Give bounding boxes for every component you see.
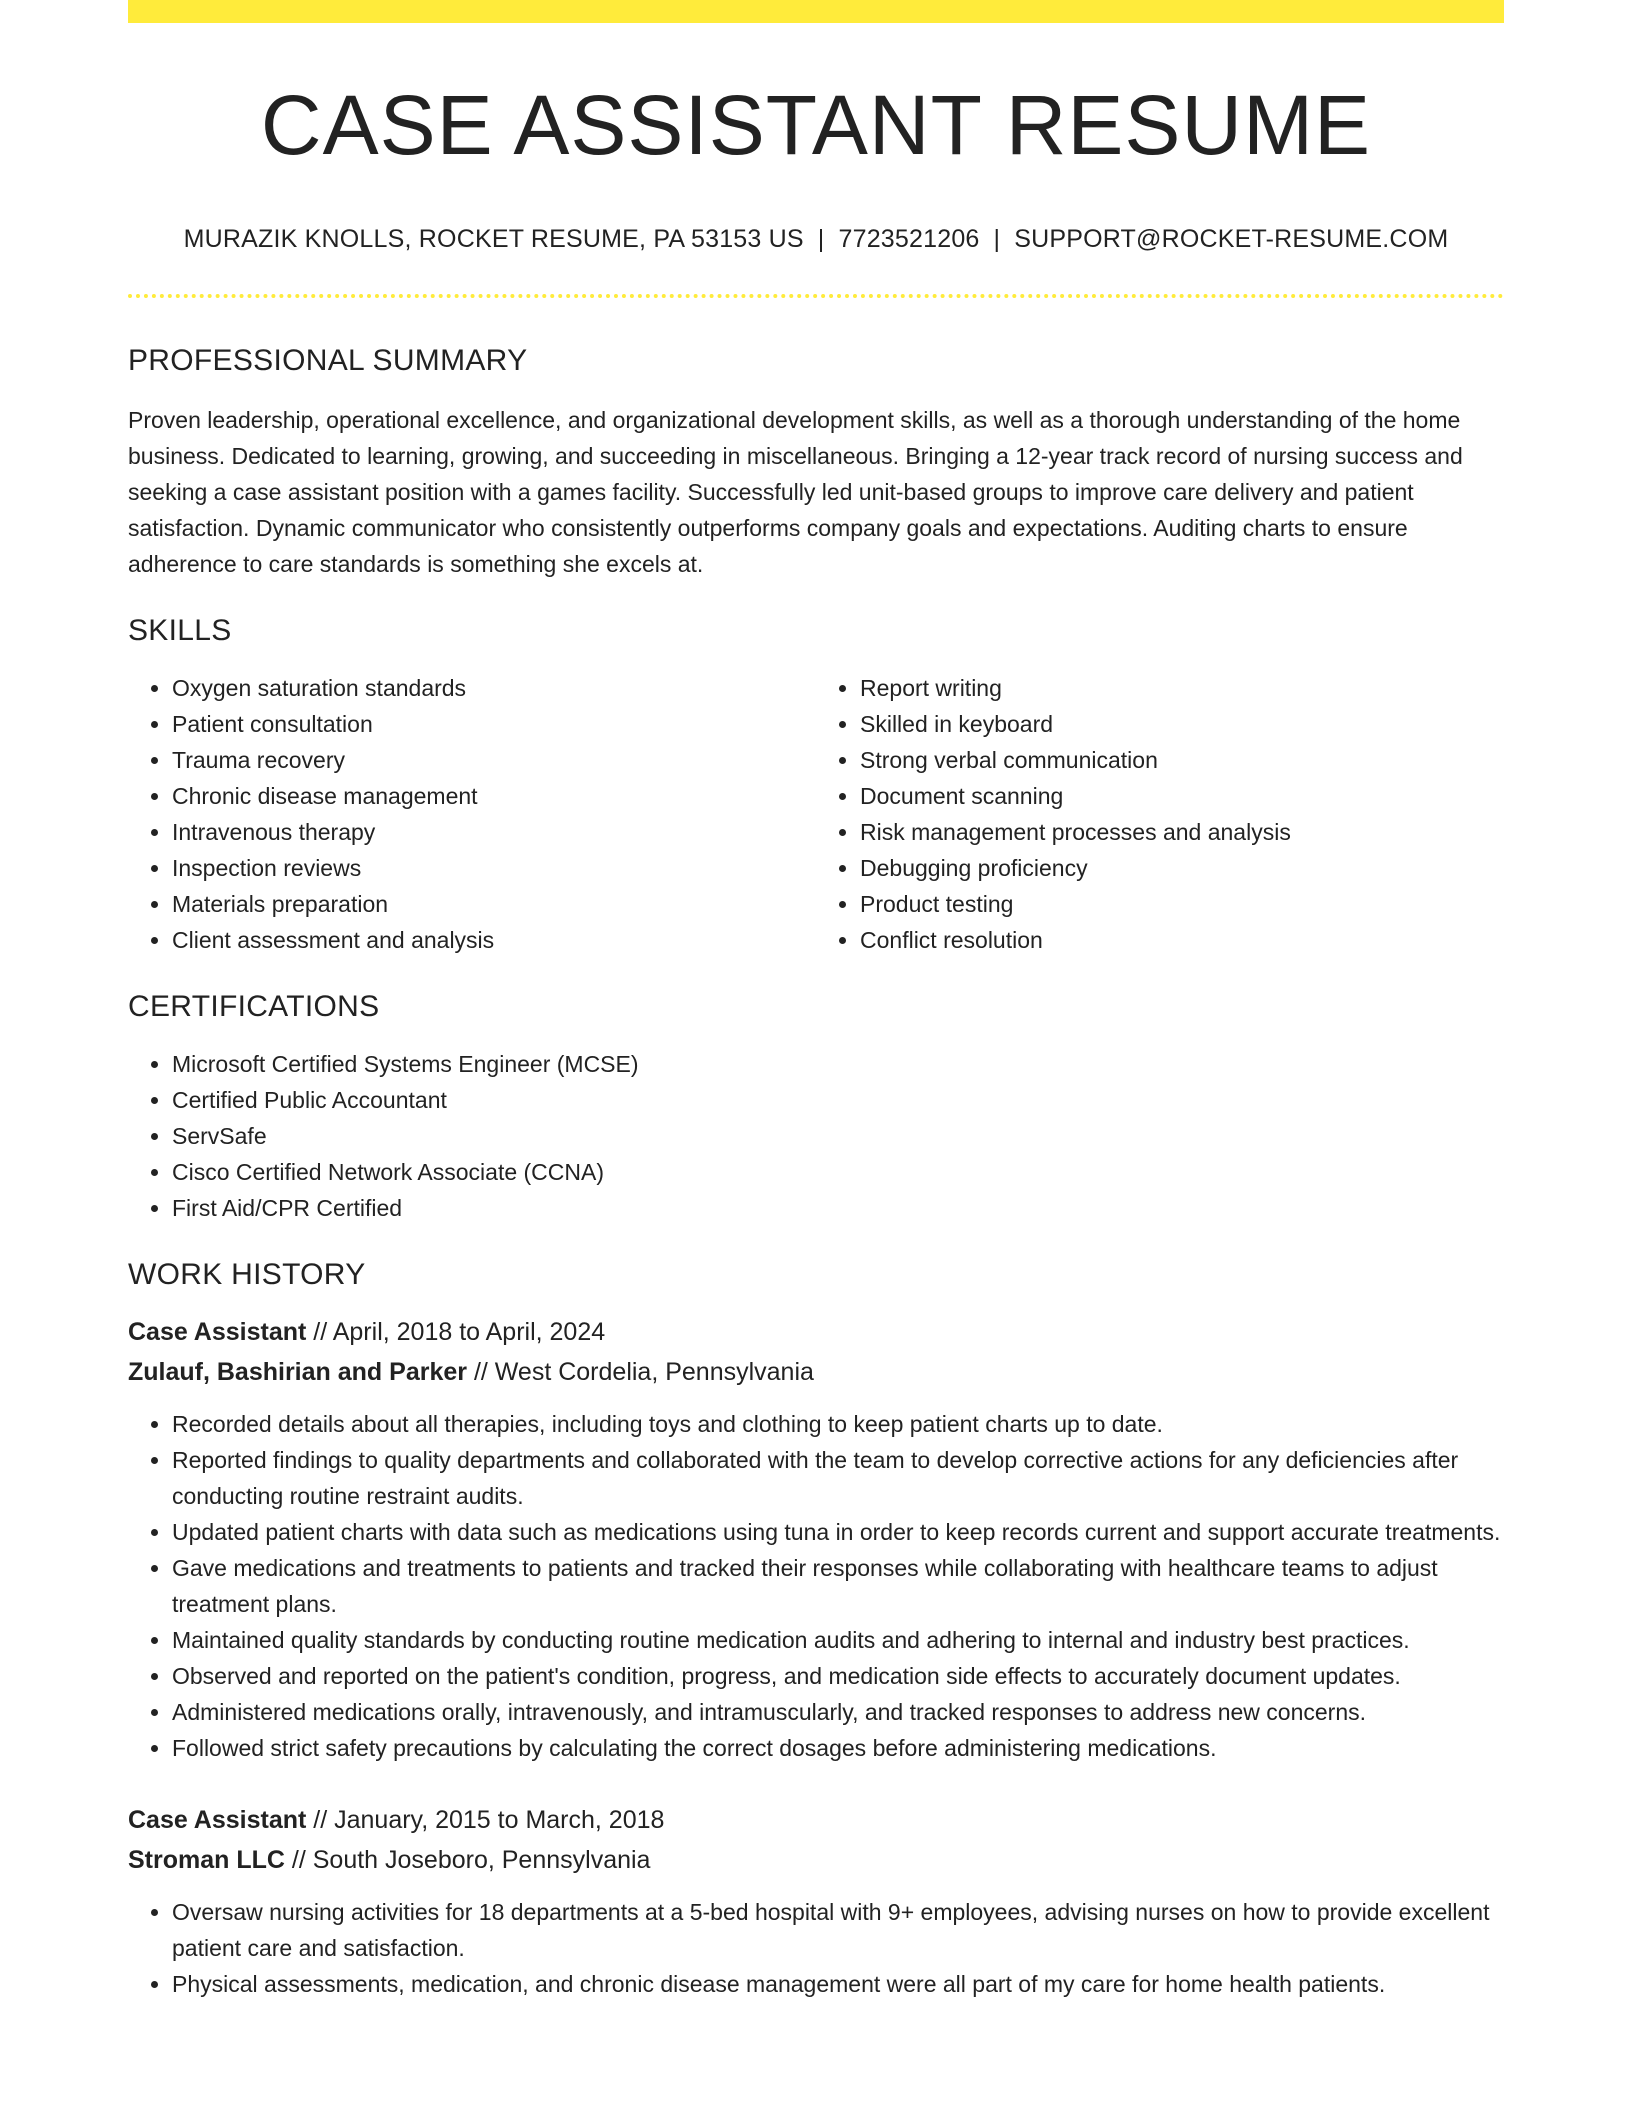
- job-title: Case Assistant: [128, 1318, 307, 1346]
- skills-list-left: [128, 670, 816, 958]
- contact-phone: 7723521206: [838, 225, 980, 253]
- skill-item: • Conflict resolution: [860, 922, 1504, 958]
- job-company-line: [128, 1352, 1504, 1392]
- certification-item: • Microsoft Certified Systems Engineer (MCSE): [172, 1046, 1504, 1082]
- job-location: // West Cordelia, Pennsylvania: [467, 1358, 814, 1386]
- job-title: Case Assistant: [128, 1806, 307, 1834]
- skill-item: • Intravenous therapy: [172, 814, 816, 850]
- skill-item: • Strong verbal communication: [860, 742, 1504, 778]
- dotted-divider: [128, 294, 1504, 298]
- job-dates: // April, 2018 to April, 2024: [306, 1318, 606, 1346]
- job-dates: // January, 2015 to March, 2018: [306, 1806, 665, 1834]
- job-company: Stroman LLC: [128, 1846, 285, 1874]
- skill-item: • Debugging proficiency: [860, 850, 1504, 886]
- job-entry: [128, 1800, 1504, 2002]
- job-company-line: [128, 1840, 1504, 1880]
- skills-heading: SKILLS: [128, 614, 232, 647]
- accent-top-bar: [128, 0, 1504, 23]
- skill-item: • Skilled in keyboard: [860, 706, 1504, 742]
- summary-section: [128, 346, 1504, 582]
- skill-item: • Inspection reviews: [172, 850, 816, 886]
- job-bullet: • Administered medications orally, intravenously, and intramuscularly, and tracked responses to address new concerns.: [172, 1694, 1504, 1730]
- job-company: Zulauf, Bashirian and Parker: [128, 1358, 467, 1386]
- certification-item: • Cisco Certified Network Associate (CCNA): [172, 1154, 1504, 1190]
- skill-item: • Risk management processes and analysis: [860, 814, 1504, 850]
- contact-separator: |: [993, 225, 1001, 253]
- certifications-list: [128, 1046, 1504, 1226]
- skill-item: • Client assessment and analysis: [172, 922, 816, 958]
- skill-item: • Report writing: [860, 670, 1504, 706]
- contact-email: SUPPORT@ROCKET-RESUME.COM: [1014, 225, 1449, 253]
- job-bullet: • Oversaw nursing activities for 18 departments at a 5-bed hospital with 9+ employees, advising nurses on how to provide excellent patient care and satisfaction.: [172, 1894, 1504, 1966]
- job-bullets: [128, 1894, 1504, 2002]
- skill-item: • Patient consultation: [172, 706, 816, 742]
- skill-item: • Materials preparation: [172, 886, 816, 922]
- skill-item: • Trauma recovery: [172, 742, 816, 778]
- skills-grid: [128, 670, 1504, 958]
- certification-item: • First Aid/CPR Certified: [172, 1190, 1504, 1226]
- resume-title: CASE ASSISTANT RESUME: [260, 78, 1372, 172]
- skills-section: [128, 616, 1504, 958]
- certification-item: • Certified Public Accountant: [172, 1082, 1504, 1118]
- contact-address: MURAZIK KNOLLS, ROCKET RESUME, PA 53153 US: [183, 225, 804, 253]
- skill-item: • Oxygen saturation standards: [172, 670, 816, 706]
- skill-item: • Product testing: [860, 886, 1504, 922]
- certifications-section: [128, 992, 1504, 1226]
- job-location: // South Joseboro, Pennsylvania: [284, 1846, 651, 1874]
- contact-line: [128, 225, 1504, 254]
- job-bullet: • Recorded details about all therapies, including toys and clothing to keep patient charts up to date.: [172, 1406, 1504, 1442]
- job-bullets: [128, 1406, 1504, 1766]
- work-history-heading: WORK HISTORY: [128, 1258, 366, 1291]
- job-entry: [128, 1312, 1504, 1766]
- summary-text: Proven leadership, operational excellence, and organizational development skills, as well as a thorough understanding of the home business. Dedicated to learning, growing, and succeeding in miscellaneous. Bringing a 12-year track record of nursing success and seeking a case assistant position with a games facility. Successfully led unit-based groups to improve care delivery and patient satisfaction. Dynamic communicator who consistently outperforms company goals and expectations. Auditing charts to ensure adherence to care standards is something she excels at.: [128, 407, 1463, 577]
- job-title-line: [128, 1312, 1504, 1352]
- job-bullet: • Reported findings to quality departments and collaborated with the team to develop corrective actions for any deficiencies after conducting routine restraint audits.: [172, 1442, 1504, 1514]
- certification-item: • ServSafe: [172, 1118, 1504, 1154]
- resume-page: [128, 0, 1504, 2002]
- skills-list-right: [816, 670, 1504, 958]
- certifications-heading: CERTIFICATIONS: [128, 990, 380, 1023]
- skill-item: • Document scanning: [860, 778, 1504, 814]
- job-bullet: • Updated patient charts with data such as medications using tuna in order to keep records current and support accurate treatments.: [172, 1514, 1504, 1550]
- job-bullet: • Maintained quality standards by conducting routine medication audits and adhering to internal and industry best practices.: [172, 1622, 1504, 1658]
- contact-separator: |: [817, 225, 825, 253]
- job-bullet: • Observed and reported on the patient's condition, progress, and medication side effects to accurately document updates.: [172, 1658, 1504, 1694]
- job-bullet: • Physical assessments, medication, and chronic disease management were all part of my care for home health patients.: [172, 1966, 1504, 2002]
- work-history-section: [128, 1260, 1504, 2002]
- job-title-line: [128, 1800, 1504, 1840]
- summary-heading: PROFESSIONAL SUMMARY: [128, 344, 528, 377]
- job-bullet: • Followed strict safety precautions by calculating the correct dosages before administering medications.: [172, 1730, 1504, 1766]
- skill-item: • Chronic disease management: [172, 778, 816, 814]
- job-bullet: • Gave medications and treatments to patients and tracked their responses while collaborating with healthcare teams to adjust treatment plans.: [172, 1550, 1504, 1622]
